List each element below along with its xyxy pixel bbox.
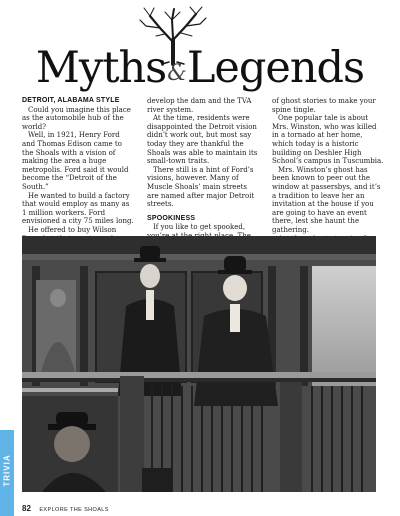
paragraph: of ghost stories to make your spine tingle. (272, 97, 376, 114)
page-number: 82 (22, 504, 31, 513)
paragraph: At the time, residents were disappointed the Detroit vision didn’t work out, but most say today they are thankful the Shoals was able to maintain its small-town traits. (147, 114, 258, 166)
article-columns (22, 97, 384, 235)
masthead (0, 0, 400, 96)
paragraph: Could you imagine this place as the automobile hub of the world? (22, 105, 131, 131)
historic-photo (22, 236, 376, 492)
page-title: Myths&Legends (35, 43, 365, 93)
paragraph: He offered to buy Wilson (28, 225, 117, 234)
paragraph: There still is a hint of Ford’s visions, however. Many of Muscle Shoals’ main streets are named after major Detroit streets. (147, 165, 255, 209)
paragraph: Well, in 1921, Henry Ford and Thomas Edison came to the Shoals with a vision of making the area a huge metropolis. Ford said it would become the “Detroit of the South.” (22, 131, 129, 191)
paragraph: develop the dam and the TVA river system. (147, 97, 252, 114)
photo-illustration (22, 236, 376, 492)
paragraph: Mrs. Winston’s ghost has been known to peer out the window at passersbys, and it’s a tradition to leave her an invitation at the house if you are going to have an event there, lest she haunt the gathering. (272, 165, 381, 234)
page-footer (22, 498, 109, 513)
section-tab-label: TRIVIA (2, 454, 12, 487)
section-heading-spookiness: SPOOKINESS (147, 214, 196, 222)
publication-name: EXPLORE THE SHOALS (39, 507, 109, 513)
title-ampersand: & (167, 61, 186, 86)
section-tab-trivia (0, 430, 14, 516)
paragraph: He wanted to build a factory that would employ as many as 1 million workers. Ford envisioned a city 75 miles long. (22, 191, 134, 226)
paragraph: One popular tale is about Mrs. Winston, who was killed in a tornado at her home, which today is a historic building on Deshler High School’s campus in Tuscumbia. (272, 114, 384, 166)
section-heading-detroit: DETROIT, ALABAMA STYLE (22, 97, 120, 104)
article-column-1 (22, 97, 134, 235)
article-column-2 (147, 97, 259, 235)
article-column-3 (272, 97, 384, 235)
paragraph: If you like to get spooked, (153, 223, 246, 232)
